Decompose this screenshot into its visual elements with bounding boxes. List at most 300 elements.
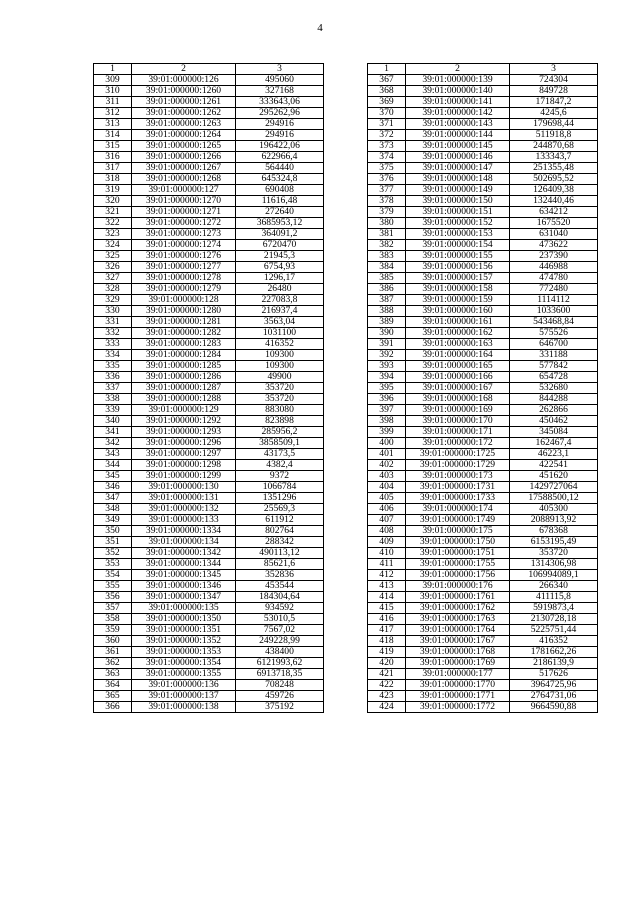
cadastral-number-cell: 39:01:000000:131 (132, 493, 236, 504)
row-number-cell: 345 (94, 471, 132, 482)
cadastral-number-cell: 39:01:000000:1299 (132, 471, 236, 482)
value-cell: 1114112 (510, 295, 598, 306)
row-number-cell: 366 (94, 702, 132, 713)
value-cell: 934592 (236, 603, 324, 614)
table-row (368, 570, 598, 581)
cadastral-number-cell: 39:01:000000:1756 (406, 570, 510, 581)
value-cell: 490113,12 (236, 548, 324, 559)
cadastral-number-cell: 39:01:000000:166 (406, 372, 510, 383)
value-cell: 216937,4 (236, 306, 324, 317)
row-number-cell: 422 (368, 680, 406, 691)
table-row (94, 97, 324, 108)
cadastral-number-cell: 39:01:000000:139 (406, 75, 510, 86)
value-cell: 6121993,62 (236, 658, 324, 669)
table-row (368, 427, 598, 438)
cadastral-number-cell: 39:01:000000:154 (406, 240, 510, 251)
table-row (94, 152, 324, 163)
table-row (368, 339, 598, 350)
value-cell: 6913718,35 (236, 669, 324, 680)
cadastral-number-cell: 39:01:000000:1266 (132, 152, 236, 163)
table-row (94, 339, 324, 350)
cadastral-number-cell: 39:01:000000:140 (406, 86, 510, 97)
cadastral-number-cell: 39:01:000000:164 (406, 350, 510, 361)
table-row (368, 361, 598, 372)
table-row (368, 284, 598, 295)
value-cell: 352836 (236, 570, 324, 581)
table-row (368, 702, 598, 713)
value-cell: 5225751,44 (510, 625, 598, 636)
row-number-cell: 391 (368, 339, 406, 350)
row-number-cell: 376 (368, 174, 406, 185)
row-number-cell: 322 (94, 218, 132, 229)
cadastral-number-cell: 39:01:000000:1749 (406, 515, 510, 526)
cadastral-number-cell: 39:01:000000:1347 (132, 592, 236, 603)
value-cell: 1066784 (236, 482, 324, 493)
row-number-cell: 364 (94, 680, 132, 691)
row-number-cell: 365 (94, 691, 132, 702)
row-number-cell: 321 (94, 207, 132, 218)
row-number-cell: 319 (94, 185, 132, 196)
cadastral-number-cell: 39:01:000000:1761 (406, 592, 510, 603)
cadastral-number-cell: 39:01:000000:1725 (406, 449, 510, 460)
table-row (368, 471, 598, 482)
value-cell: 708248 (236, 680, 324, 691)
value-cell: 473622 (510, 240, 598, 251)
value-cell: 416352 (236, 339, 324, 350)
value-cell: 49900 (236, 372, 324, 383)
table-row (94, 196, 324, 207)
value-cell: 532680 (510, 383, 598, 394)
row-number-cell: 378 (368, 196, 406, 207)
cadastral-number-cell: 39:01:000000:1751 (406, 548, 510, 559)
value-cell: 2764731,06 (510, 691, 598, 702)
row-number-cell: 342 (94, 438, 132, 449)
value-cell: 285956,2 (236, 427, 324, 438)
cadastral-number-cell: 39:01:000000:167 (406, 383, 510, 394)
row-number-cell: 359 (94, 625, 132, 636)
table-row (94, 504, 324, 515)
table-row (94, 427, 324, 438)
row-number-cell: 393 (368, 361, 406, 372)
cadastral-number-cell: 39:01:000000:175 (406, 526, 510, 537)
row-number-cell: 405 (368, 493, 406, 504)
cadastral-number-cell: 39:01:000000:1762 (406, 603, 510, 614)
cadastral-number-cell: 39:01:000000:149 (406, 185, 510, 196)
row-number-cell: 362 (94, 658, 132, 669)
row-number-cell: 370 (368, 108, 406, 119)
table-row (368, 449, 598, 460)
cadastral-number-cell: 39:01:000000:127 (132, 185, 236, 196)
row-number-cell: 399 (368, 427, 406, 438)
cadastral-number-cell: 39:01:000000:177 (406, 669, 510, 680)
table-row (94, 658, 324, 669)
table-row (94, 317, 324, 328)
table-row (94, 240, 324, 251)
row-number-cell: 410 (368, 548, 406, 559)
right-table-body (368, 75, 598, 713)
row-number-cell: 337 (94, 383, 132, 394)
cadastral-number-cell: 39:01:000000:1293 (132, 427, 236, 438)
table-row (368, 152, 598, 163)
row-number-cell: 404 (368, 482, 406, 493)
row-number-cell: 324 (94, 240, 132, 251)
row-number-cell: 340 (94, 416, 132, 427)
cadastral-number-cell: 39:01:000000:129 (132, 405, 236, 416)
value-cell: 11616,48 (236, 196, 324, 207)
row-number-cell: 327 (94, 273, 132, 284)
table-row (94, 262, 324, 273)
value-cell: 451620 (510, 471, 598, 482)
table-row (368, 196, 598, 207)
row-number-cell: 314 (94, 130, 132, 141)
cadastral-number-cell: 39:01:000000:138 (132, 702, 236, 713)
cadastral-number-cell: 39:01:000000:156 (406, 262, 510, 273)
row-number-cell: 408 (368, 526, 406, 537)
table-row (94, 130, 324, 141)
table-row (368, 504, 598, 515)
cadastral-number-cell: 39:01:000000:128 (132, 295, 236, 306)
cadastral-number-cell: 39:01:000000:153 (406, 229, 510, 240)
column-header-1: 1 (368, 64, 406, 75)
value-cell: 17588500,12 (510, 493, 598, 504)
row-number-cell: 360 (94, 636, 132, 647)
cadastral-number-cell: 39:01:000000:1768 (406, 647, 510, 658)
row-number-cell: 406 (368, 504, 406, 515)
row-number-cell: 423 (368, 691, 406, 702)
table-row (94, 636, 324, 647)
row-number-cell: 315 (94, 141, 132, 152)
cadastral-number-cell: 39:01:000000:132 (132, 504, 236, 515)
cadastral-number-cell: 39:01:000000:1731 (406, 482, 510, 493)
row-number-cell: 388 (368, 306, 406, 317)
value-cell: 634212 (510, 207, 598, 218)
cadastral-number-cell: 39:01:000000:1344 (132, 559, 236, 570)
value-cell: 179698,44 (510, 119, 598, 130)
table-header-row (368, 64, 598, 75)
row-number-cell: 395 (368, 383, 406, 394)
table-row (94, 691, 324, 702)
table-row (368, 493, 598, 504)
table-row (368, 537, 598, 548)
table-row (368, 97, 598, 108)
cadastral-number-cell: 39:01:000000:1286 (132, 372, 236, 383)
value-cell: 849728 (510, 86, 598, 97)
cadastral-number-cell: 39:01:000000:1355 (132, 669, 236, 680)
row-number-cell: 379 (368, 207, 406, 218)
table-row (368, 207, 598, 218)
row-number-cell: 317 (94, 163, 132, 174)
cadastral-number-cell: 39:01:000000:147 (406, 163, 510, 174)
value-cell: 495060 (236, 75, 324, 86)
value-cell: 631040 (510, 229, 598, 240)
value-cell: 294916 (236, 119, 324, 130)
table-row (94, 185, 324, 196)
value-cell: 2088913,92 (510, 515, 598, 526)
cadastral-number-cell: 39:01:000000:151 (406, 207, 510, 218)
value-cell: 132440,46 (510, 196, 598, 207)
table-row (94, 119, 324, 130)
table-row (368, 592, 598, 603)
value-cell: 46223,1 (510, 449, 598, 460)
row-number-cell: 320 (94, 196, 132, 207)
table-row (368, 647, 598, 658)
table-row (94, 647, 324, 658)
cadastral-number-cell: 39:01:000000:157 (406, 273, 510, 284)
row-number-cell: 363 (94, 669, 132, 680)
value-cell: 106994089,1 (510, 570, 598, 581)
value-cell: 622966,4 (236, 152, 324, 163)
table-row (94, 614, 324, 625)
row-number-cell: 418 (368, 636, 406, 647)
row-number-cell: 350 (94, 526, 132, 537)
row-number-cell: 347 (94, 493, 132, 504)
row-number-cell: 383 (368, 251, 406, 262)
table-row (94, 141, 324, 152)
table-row (368, 372, 598, 383)
row-number-cell: 312 (94, 108, 132, 119)
table-row (368, 273, 598, 284)
row-number-cell: 396 (368, 394, 406, 405)
cadastral-number-cell: 39:01:000000:1750 (406, 537, 510, 548)
row-number-cell: 371 (368, 119, 406, 130)
table-row (368, 559, 598, 570)
row-number-cell: 400 (368, 438, 406, 449)
value-cell: 375192 (236, 702, 324, 713)
value-cell: 227083,8 (236, 295, 324, 306)
row-number-cell: 310 (94, 86, 132, 97)
cadastral-number-cell: 39:01:000000:137 (132, 691, 236, 702)
row-number-cell: 338 (94, 394, 132, 405)
cadastral-number-cell: 39:01:000000:1260 (132, 86, 236, 97)
left-table-body (94, 75, 324, 713)
cadastral-number-cell: 39:01:000000:1262 (132, 108, 236, 119)
table-row (94, 603, 324, 614)
value-cell: 21945,3 (236, 251, 324, 262)
value-cell: 611912 (236, 515, 324, 526)
row-number-cell: 346 (94, 482, 132, 493)
value-cell: 450462 (510, 416, 598, 427)
column-header-1: 1 (94, 64, 132, 75)
row-number-cell: 353 (94, 559, 132, 570)
cadastral-number-cell: 39:01:000000:1283 (132, 339, 236, 350)
cadastral-number-cell: 39:01:000000:1280 (132, 306, 236, 317)
value-cell: 353720 (510, 548, 598, 559)
value-cell: 353720 (236, 394, 324, 405)
cadastral-number-cell: 39:01:000000:143 (406, 119, 510, 130)
cadastral-number-cell: 39:01:000000:1288 (132, 394, 236, 405)
value-cell: 3563,04 (236, 317, 324, 328)
table-row (368, 658, 598, 669)
value-cell: 511918,8 (510, 130, 598, 141)
cadastral-number-cell: 39:01:000000:163 (406, 339, 510, 350)
row-number-cell: 384 (368, 262, 406, 273)
value-cell: 1296,17 (236, 273, 324, 284)
value-cell: 162467,4 (510, 438, 598, 449)
cadastral-number-cell: 39:01:000000:136 (132, 680, 236, 691)
value-cell: 345084 (510, 427, 598, 438)
cadastral-number-cell: 39:01:000000:1281 (132, 317, 236, 328)
value-cell: 678368 (510, 526, 598, 537)
row-number-cell: 424 (368, 702, 406, 713)
value-cell: 109300 (236, 350, 324, 361)
column-header-2: 2 (132, 64, 236, 75)
value-cell: 53010,5 (236, 614, 324, 625)
table-row (368, 229, 598, 240)
value-cell: 1314306,98 (510, 559, 598, 570)
cadastral-number-cell: 39:01:000000:1284 (132, 350, 236, 361)
value-cell: 422541 (510, 460, 598, 471)
cadastral-number-cell: 39:01:000000:1298 (132, 460, 236, 471)
value-cell: 331188 (510, 350, 598, 361)
value-cell: 43173,5 (236, 449, 324, 460)
row-number-cell: 348 (94, 504, 132, 515)
cadastral-number-cell: 39:01:000000:1733 (406, 493, 510, 504)
row-number-cell: 397 (368, 405, 406, 416)
table-row (94, 570, 324, 581)
cadastral-number-cell: 39:01:000000:1334 (132, 526, 236, 537)
value-cell: 3685953,12 (236, 218, 324, 229)
table-row (368, 515, 598, 526)
cadastral-number-cell: 39:01:000000:1346 (132, 581, 236, 592)
value-cell: 3858509,1 (236, 438, 324, 449)
cadastral-number-cell: 39:01:000000:1276 (132, 251, 236, 262)
value-cell: 1031100 (236, 328, 324, 339)
table-row (368, 438, 598, 449)
table-row (94, 86, 324, 97)
row-number-cell: 335 (94, 361, 132, 372)
value-cell: 4382,4 (236, 460, 324, 471)
table-row (368, 636, 598, 647)
cadastral-number-cell: 39:01:000000:148 (406, 174, 510, 185)
value-cell: 802764 (236, 526, 324, 537)
table-row (94, 515, 324, 526)
table-row (368, 669, 598, 680)
table-row (368, 130, 598, 141)
row-number-cell: 398 (368, 416, 406, 427)
value-cell: 266340 (510, 581, 598, 592)
row-number-cell: 330 (94, 306, 132, 317)
row-number-cell: 323 (94, 229, 132, 240)
table-row (368, 405, 598, 416)
value-cell: 517626 (510, 669, 598, 680)
table-row (94, 526, 324, 537)
right-table (367, 63, 598, 713)
value-cell: 1429727064 (510, 482, 598, 493)
row-number-cell: 331 (94, 317, 132, 328)
cadastral-number-cell: 39:01:000000:1729 (406, 460, 510, 471)
value-cell: 646700 (510, 339, 598, 350)
table-row (94, 218, 324, 229)
row-number-cell: 374 (368, 152, 406, 163)
value-cell: 844288 (510, 394, 598, 405)
row-number-cell: 333 (94, 339, 132, 350)
row-number-cell: 318 (94, 174, 132, 185)
cadastral-number-cell: 39:01:000000:1352 (132, 636, 236, 647)
value-cell: 564440 (236, 163, 324, 174)
cadastral-number-cell: 39:01:000000:126 (132, 75, 236, 86)
cadastral-number-cell: 39:01:000000:141 (406, 97, 510, 108)
value-cell: 249228,99 (236, 636, 324, 647)
cadastral-number-cell: 39:01:000000:1770 (406, 680, 510, 691)
cadastral-number-cell: 39:01:000000:1272 (132, 218, 236, 229)
table-row (94, 383, 324, 394)
row-number-cell: 377 (368, 185, 406, 196)
cadastral-number-cell: 39:01:000000:1351 (132, 625, 236, 636)
cadastral-number-cell: 39:01:000000:1273 (132, 229, 236, 240)
value-cell: 262866 (510, 405, 598, 416)
row-number-cell: 413 (368, 581, 406, 592)
table-row (94, 174, 324, 185)
table-row (368, 262, 598, 273)
cadastral-number-cell: 39:01:000000:162 (406, 328, 510, 339)
table-row (94, 405, 324, 416)
value-cell: 9664590,88 (510, 702, 598, 713)
table-row (368, 581, 598, 592)
table-row (94, 438, 324, 449)
row-number-cell: 328 (94, 284, 132, 295)
table-row (368, 317, 598, 328)
table-row (94, 669, 324, 680)
row-number-cell: 409 (368, 537, 406, 548)
row-number-cell: 407 (368, 515, 406, 526)
value-cell: 459726 (236, 691, 324, 702)
value-cell: 295262,96 (236, 108, 324, 119)
table-row (94, 471, 324, 482)
cadastral-number-cell: 39:01:000000:135 (132, 603, 236, 614)
cadastral-number-cell: 39:01:000000:1264 (132, 130, 236, 141)
row-number-cell: 375 (368, 163, 406, 174)
table-row (94, 482, 324, 493)
row-number-cell: 382 (368, 240, 406, 251)
table-row (368, 75, 598, 86)
table-row (368, 218, 598, 229)
cadastral-number-cell: 39:01:000000:1350 (132, 614, 236, 625)
value-cell: 4245,6 (510, 108, 598, 119)
cadastral-number-cell: 39:01:000000:146 (406, 152, 510, 163)
cadastral-number-cell: 39:01:000000:1772 (406, 702, 510, 713)
cadastral-number-cell: 39:01:000000:1764 (406, 625, 510, 636)
value-cell: 577842 (510, 361, 598, 372)
row-number-cell: 361 (94, 647, 132, 658)
row-number-cell: 313 (94, 119, 132, 130)
cadastral-number-cell: 39:01:000000:169 (406, 405, 510, 416)
row-number-cell: 349 (94, 515, 132, 526)
table-row (94, 372, 324, 383)
row-number-cell: 356 (94, 592, 132, 603)
value-cell: 1351296 (236, 493, 324, 504)
cadastral-number-cell: 39:01:000000:1263 (132, 119, 236, 130)
table-row (94, 163, 324, 174)
table-row (94, 229, 324, 240)
row-number-cell: 372 (368, 130, 406, 141)
value-cell: 109300 (236, 361, 324, 372)
row-number-cell: 421 (368, 669, 406, 680)
table-row (368, 306, 598, 317)
value-cell: 1033600 (510, 306, 598, 317)
value-cell: 353720 (236, 383, 324, 394)
row-number-cell: 341 (94, 427, 132, 438)
row-number-cell: 386 (368, 284, 406, 295)
table-row (94, 284, 324, 295)
cadastral-number-cell: 39:01:000000:1292 (132, 416, 236, 427)
table-row (368, 350, 598, 361)
cadastral-number-cell: 39:01:000000:170 (406, 416, 510, 427)
row-number-cell: 394 (368, 372, 406, 383)
cadastral-number-cell: 39:01:000000:1285 (132, 361, 236, 372)
value-cell: 25569,3 (236, 504, 324, 515)
cadastral-number-cell: 39:01:000000:1755 (406, 559, 510, 570)
cadastral-number-cell: 39:01:000000:1267 (132, 163, 236, 174)
